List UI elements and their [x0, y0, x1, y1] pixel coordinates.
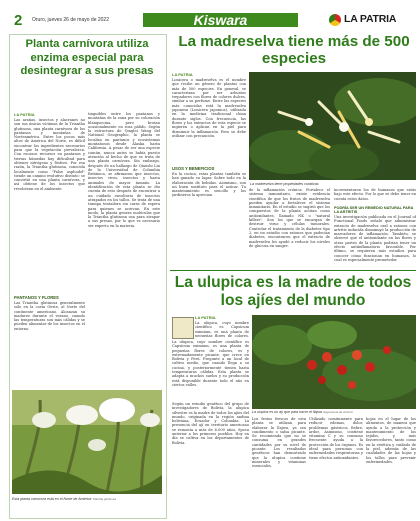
bottom-caption-text: La ulupica es un ají que para hacer el llajwa [252, 410, 322, 414]
bottom-col3-text: Los frutos frescos de esta planta se utilizan para elaborar la llajwa, ya sea condimento o salsa picante. Se recomienda que no se consuma en grandes cantidades por su nivel de picante. Los resultados genéticos han demostrado que la ulupica contiene minerales y vitaminas esenciales. [252, 417, 306, 469]
ulupica-photo [252, 315, 416, 409]
left-caption-text: Esta planta carnívora está en el Norte de América [12, 497, 92, 501]
mid-col3b-text: Una investigación publicada en el Journal of Functional Foods señaló que administrar extracto de madreselva oral a ratones con artritis inducida disminuyó la producción de marcadores de inflamación. También, se observó que el antioxidante en las flores y otras partes de la planta podrían tener un efecto antiinflamatorio favorable. Por último, se requieren más estudios para conocer cómo funcionan en humanos, lo cual es especialmente prometedor. [334, 215, 416, 262]
left-col2-text: tinguibles entre los pantanos y montañas de la zona por su coloración blanquecina, pero brotan ocasionalmente en rosa pálido. Según la estructura de Qinglei Wang del National Geographic, la planta se localiza en pantanos y ecosistemas montañosos desde Alaska hasta California. A pesar de ser una especie común, nunca antes se había puesto atención al hecho de que se trata de una planta carnívora. Sin embargo, después de un hallazgo de Qianshi Lin de la Universidad de Columbia Británica, se afirmaron que insectos, insectos vivos, insectos y hasta animales de mayor tamaño. La identificación de esta planta se dio cuenta de esto después de encontrar a un cuidado envoltorio de insectos atrapados en los tallos. Se trata de una trampa tentadora sin caras de espera para quienes se acercan. En este modo, la planta genera moléculas que la Triantha glutinosa usa para atrapar a sus presas, por lo que es necesario ser experto en la materia. [88, 112, 160, 228]
section-divider [170, 270, 416, 271]
left-headline: Planta carnívora utiliza enzima especial para desintegrar a sus presas [20, 38, 154, 77]
mid-col1-text: Lonicera o madreselva es el nombre que recibe un género de plantas con más de 500 especies. En general, se caracterizan por ser arbustos trepadores con flores de colores dulces, similar a su perfume. Entre las especies más conocidas está la madreselva japonesa (Lonicera japonica), utilizada en la medicina tradicional china durante siglos. Con frecuencia, las flores y los extractos de esta especie se ingieren o aplican en la piel para disminuir la inflamación. Pero se debe utilizar con precaución. [172, 78, 246, 138]
newspaper-logo: LA PATRIA [344, 13, 397, 25]
bottom-headline: La ulupica es la madre de todos los ajíes del mundo [174, 274, 412, 309]
bottom-col1-text: La ulupica, cuyo nombre científico es Capsicum eximium, es una planta de pequeñas flores de colores, [195, 321, 249, 337]
bottom-photo-caption [252, 410, 416, 414]
left-col1-text: Las arañas, insectos y alacranes no son sus únicas víctimas de la Triantha glutinosa, una planta carnívora de los pantanos y montañas de Norteamérica. Entre los pocos más altos de América del Norte, es difícil encontrar los ingredientes necesarios para que la vegetación prevalezca. Con escasos recursos en pantanos y tierras húmedas hay dificultad para obtener nitrógeno y fósforo. Por esa razón, la Triantha glutinosa, conocida localmente como "False asphodel" tiende un camino evolutivo distinto: se convirtió en una planta carnívora, y así obtiene de los insectos que revolotean en el ambiente. [14, 118, 85, 191]
bottom-col1b-text: La ulupica, cuyo nombre científico es Capsicum eximium, es una planta de pequeñas flores de colores, es y extremadamente picante, que crece en Bolivia y Perú. Pregunte a un local de cultivo medio, que cuando llega a su cocina, y posteriormente tienen hasta temperaturas cálidas. Esta planta se adapta a muchos suelos y su producción está disponible durante todo el año en ciertos valles. [172, 340, 249, 387]
mid-col3-text: incrementaron los de humanos que estás bajo este efecto. Por lo que se debe tener en cuenta estos datos. [334, 188, 416, 201]
logo-icon [329, 14, 341, 26]
left-subhead: PANTANOS Y FLORES [14, 295, 59, 300]
section-name: Kiswara [193, 12, 248, 28]
left-photo-caption [12, 497, 162, 501]
mid-col1b-text: En la cocina, estas plantas también se han ganado su lugar. Sobre todo en la elaboración de bebidas. Asimismo, son un buen sustituto para el azúcar. Tu mantenimiento es sencillo y los jardineros la aprecian. [172, 172, 246, 198]
mid-subhead-3: PODRÍA SER UN REMEDIO NATURAL PARA LA ARTRITIS [334, 206, 414, 214]
mid-headline: La madreselva tiene más de 500 especies [178, 33, 410, 67]
carnivorous-plant-photo [12, 390, 162, 494]
mid-col2-text: de la inflamación crónica. Fortalece el sistema inmunitario, existe evidencia científica de que los frutos de madreselva pueden ayudar a fortalecer el sistema inmunitario. En el estudio se sugirió que los compuestos de la planta actúan como antioxidantes, llamado NK o "natural killers". Son los que se encargan de destruir virus y células tumorales. Controlar el tratamiento de la diabetes tipo 2, en un estudio con ratones que padecían diabetes, encontraron que el extracto de madreselva les ayudó a reducir los niveles de glucosa en sangre. [249, 188, 330, 248]
bottom-caption-credit: Sugerencia de Archivo [322, 410, 354, 414]
page-number: 2 [14, 12, 23, 29]
bottom-col2-text: Según un estudio genético del grupo de investigadores de Bolivia, la ulupica silvestre es la madre de todos los ajíes del mundo, originada en la región andina boliviana, Ecuador y Colombia. La presencia del ají en territorio americano se remonta a más de 6.000 años, época anterior a los primeros pueblos. Hoy en día se cultiva en los departamentos de Bolivia. [172, 402, 249, 445]
honeysuckle-photo [249, 72, 416, 180]
mid-subhead: USOS Y BENEFICIOS [172, 166, 215, 171]
masthead [0, 0, 420, 31]
drop-cap-icon [172, 317, 194, 339]
bottom-col5-text: hojas en el lugar de los alimentos, de manera que ayuda a la protección y mantenimiento de los tejidos, y más favorecedores, tanto como en la estética y cuidado de la piel, además de las cualidades de las hojas y los tallos para prevenir enfermedades. [366, 417, 416, 464]
mid-photo-caption: La madreselva tiene propiedades curativas [250, 182, 319, 186]
bottom-kicker: LA PATRIA [195, 315, 216, 320]
left-col1b-text: Las Triantha glutinosa generalmente solo en la costa Oeste, al Norte del continente americano. Alcanzan su madurez durante el verano, cuando las temperaturas son más cálidas y se pueden alimentar de los insectos en el entorno. [14, 301, 85, 331]
issue-date: Oruro, jueves 26 de mayo de 2022 [32, 17, 109, 23]
left-caption-credit: Triantha glutinosa [92, 497, 116, 501]
left-kicker: LA PATRIA [14, 112, 35, 117]
mid-kicker: LA PATRIA [172, 72, 193, 77]
bottom-col4-text: Utilizado comúnmente para reducir edemas, dolor, problemas gástricos, fiebre, ardor, Asimismo, contiene vitamina C y su consumo frecuente ayuda a la protección de los órganos. Es ideal para personas con enfermedades respiratorias y tiene efectos antioxidantes. [309, 417, 363, 460]
